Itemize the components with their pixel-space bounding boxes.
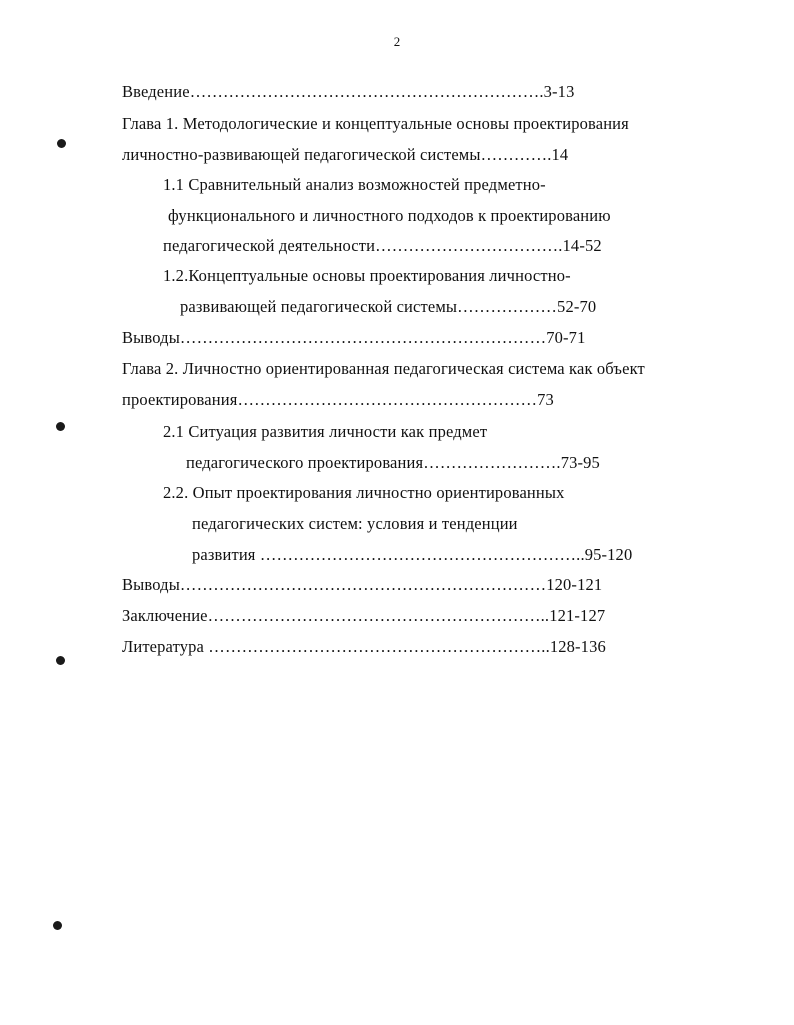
toc-chapter-1-title-cont: личностно-развивающей педагогической системы………….14 bbox=[122, 145, 569, 164]
toc-literature: Литература ……………………………………………………..128-136 bbox=[122, 637, 606, 656]
toc-section-2-2: 2.2. Опыт проектирования личностно ориентированных bbox=[163, 483, 565, 502]
binding-hole-mark bbox=[53, 921, 62, 930]
toc-section-2-1-pages: педагогического проектирования…………………….73-95 bbox=[186, 453, 600, 472]
toc-chapter-2-title: Глава 2. Личностно ориентированная педагогическая система как объект bbox=[122, 359, 645, 378]
toc-section-2-2-pages: развития …………………………………………………..95-120 bbox=[192, 545, 633, 564]
toc-conclusions-1: Выводы…………………………………………………………70-71 bbox=[122, 328, 586, 347]
toc-section-1-1-cont: функционального и личностного подходов к проектированию bbox=[168, 206, 611, 225]
toc-section-1-2: 1.2.Концептуальные основы проектирования личностно- bbox=[163, 266, 571, 285]
binding-hole-mark bbox=[57, 139, 66, 148]
binding-hole-mark bbox=[56, 422, 65, 431]
toc-conclusions-2: Выводы…………………………………………………………120-121 bbox=[122, 575, 603, 594]
toc-intro: Введение……………………………………………………….3-13 bbox=[122, 82, 575, 101]
binding-hole-mark bbox=[56, 656, 65, 665]
toc-chapter-1-title: Глава 1. Методологические и концептуальные основы проектирования bbox=[122, 114, 629, 133]
toc-conclusion: Заключение……………………………………………………..121-127 bbox=[122, 606, 606, 625]
toc-section-2-2-cont: педагогических систем: условия и тенденции bbox=[192, 514, 518, 533]
toc-section-1-2-pages: развивающей педагогической системы………………52-70 bbox=[180, 297, 597, 316]
toc-section-1-1: 1.1 Сравнительный анализ возможностей предметно- bbox=[163, 175, 546, 194]
page-number: 2 bbox=[393, 34, 401, 49]
toc-section-1-1-pages: педагогической деятельности…………………………….14-52 bbox=[163, 236, 602, 255]
toc-section-2-1: 2.1 Ситуация развития личности как предмет bbox=[163, 422, 488, 441]
toc-chapter-2-title-cont: проектирования………………………………………………73 bbox=[122, 390, 554, 409]
